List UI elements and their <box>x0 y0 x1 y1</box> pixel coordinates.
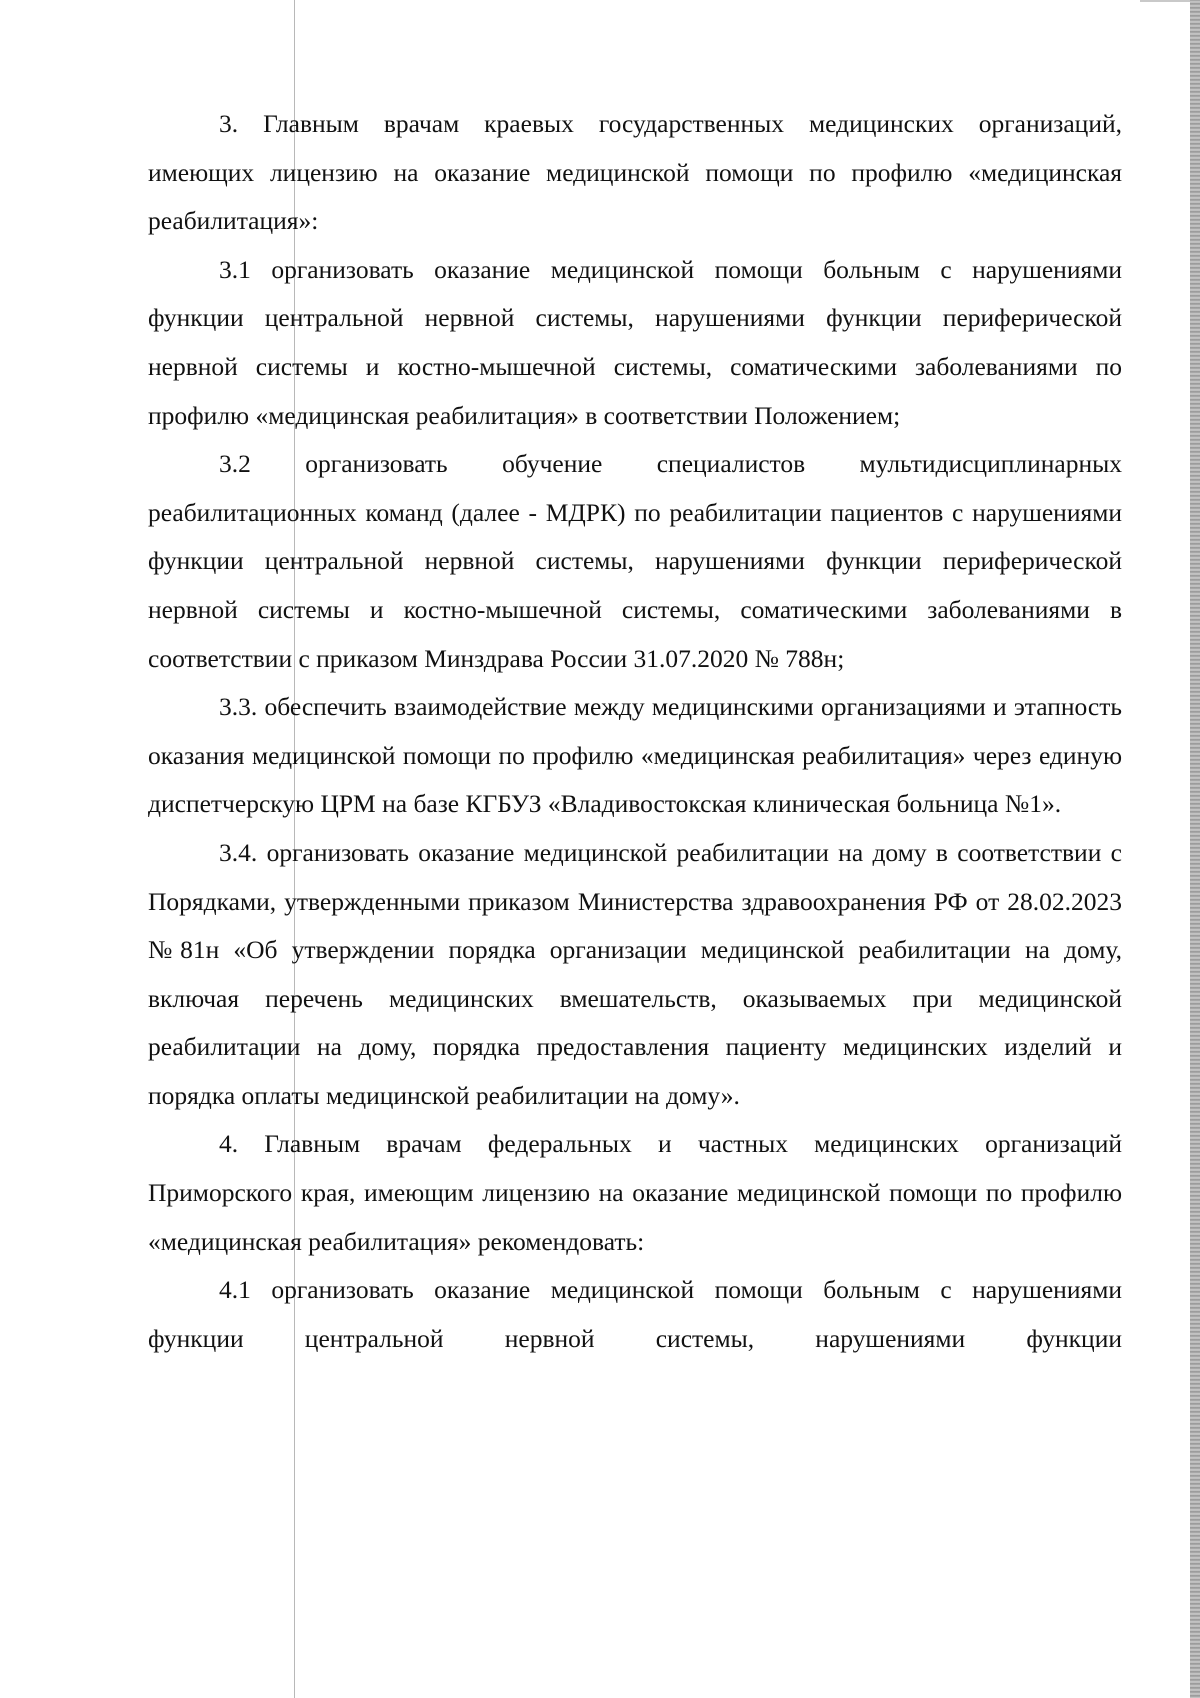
paragraph-3-4: 3.4. организовать оказание медицинской реабилитации на дому в соответствии с Порядками, утвержденными приказом Министерства здравоохранения РФ от 28.02.2023 №81н «Об утверждении порядка организации медицинской реабилитации на дому, включая перечень медицинских вмешательств, оказываемых при медицинской реабилитации на дому, порядка предоставления пациенту медицинских изделий и порядка оплаты медицинской реабилитации на дому». <box>148 837 1122 1110</box>
paragraph-3-2: 3.2 организовать обучение специалистов мультидисциплинарных реабилитационных команд (далее - МДРК) по реабилитации пациентов с нарушениями функции центральной нервной системы, нарушениями функции периферической нервной системы и костно-мышечной системы, соматическими заболеваниями в соответствии с приказом Минздрава России 31.07.2020 № 788н; <box>148 449 1122 673</box>
paragraph-3-1: 3.1 организовать оказание медицинской помощи больным с нарушениями функции центральной нервной системы, нарушениями функции периферической нервной системы и костно-мышечной системы, соматическими заболеваниями по профилю «медицинская реабилитация» в соответствии Положением; <box>148 254 1122 430</box>
paragraph-3-3: 3.3. обеспечить взаимодействие между медицинскими организациями и этапность оказания медицинской помощи по профилю «медицинская реабилитация» через единую диспетчерскую ЦРМ на базе КГБУЗ «Владивостокская клиническая больница №1». <box>148 692 1122 819</box>
scan-corner-artifact <box>1140 0 1190 2</box>
paragraph-3: 3. Главным врачам краевых государственных медицинских организаций, имеющих лицензию на оказание медицинской помощи по профилю «медицинская реабилитация»: <box>148 109 1122 236</box>
paragraph-4: 4. Главным врачам федеральных и частных медицинских организаций Приморского края, имеющим лицензию на оказание медицинской помощи по профилю «медицинская реабилитация» рекомендовать: <box>148 1129 1122 1256</box>
paragraph-4-1: 4.1 организовать оказание медицинской помощи больным с нарушениями функции центральной нервной системы, нарушениями функции <box>148 1275 1122 1353</box>
document-body <box>148 100 1122 1363</box>
scan-edge-artifact <box>1190 0 1200 1698</box>
